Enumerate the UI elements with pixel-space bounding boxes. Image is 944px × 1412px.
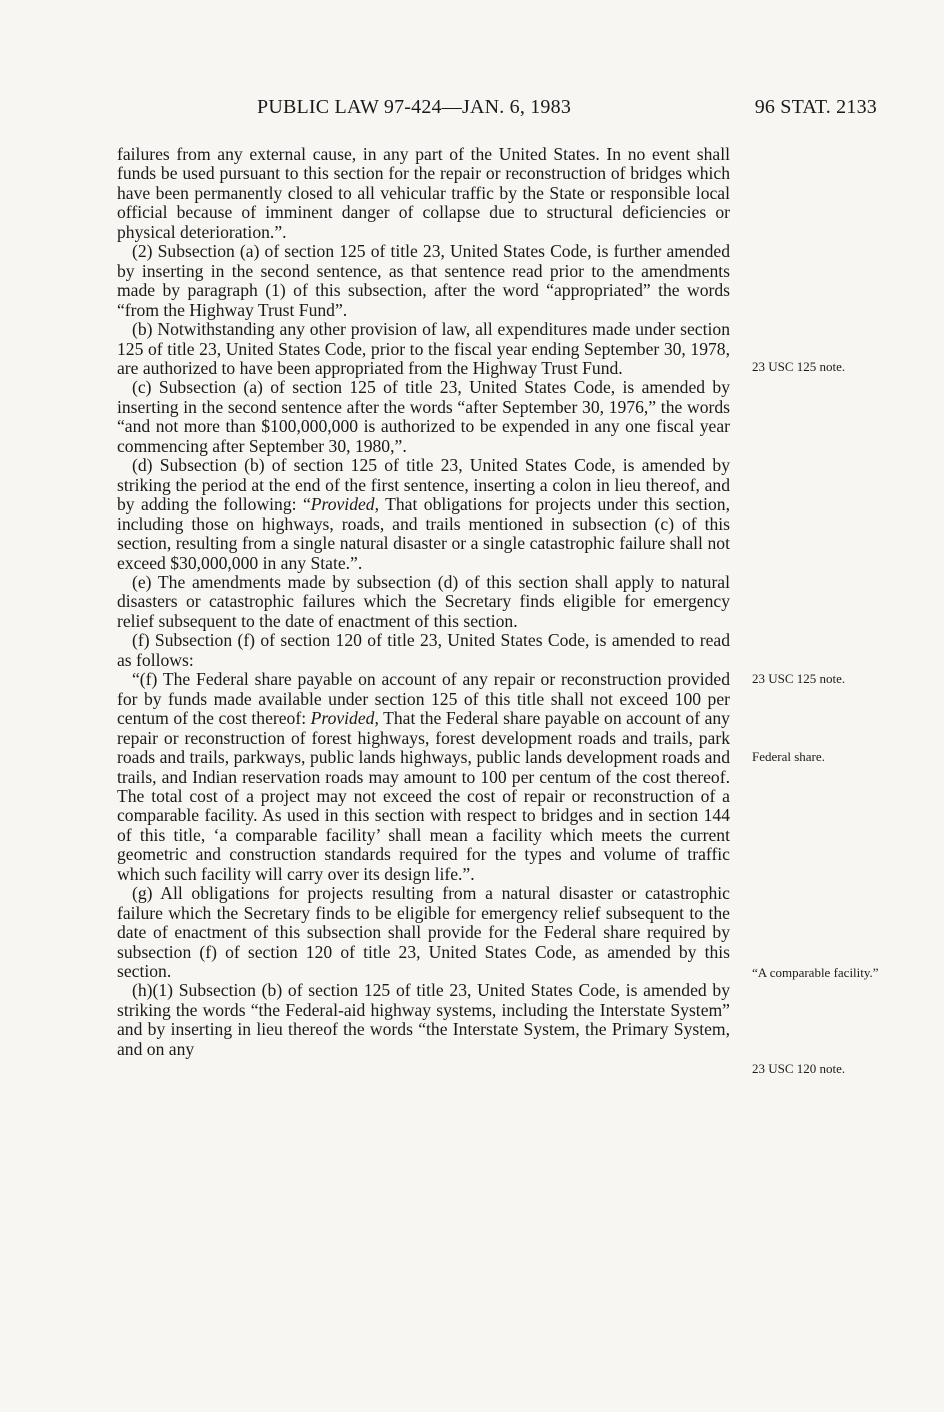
margin-note-usc-125: 23 USC 125 note. (752, 671, 846, 686)
page-header (117, 96, 877, 122)
body-text (117, 145, 730, 1059)
proviso-italic: Provided, (310, 708, 379, 729)
margin-note-federal-share: Federal share. (752, 749, 825, 764)
paragraph-c: (c) Subsection (a) of section 125 of title 23, United States Code, is amended by inserting in the second sentence after the words “after September 30, 1976,” the words “and not more than $100,000,000 is authorized to be expended in any one fiscal year commencing after September 30, 1980,”. (117, 377, 730, 456)
header-stat-citation: 96 STAT. 2133 (754, 96, 877, 118)
paragraph-h1: (h)(1) Subsection (b) of section 125 of title 23, United States Code, is amended by striking the words “the Federal-aid highway systems, including the Interstate System” and by inserting in lieu thereof the words “the Interstate System, the Primary System, and on any (117, 980, 730, 1059)
header-title: PUBLIC LAW 97-424—JAN. 6, 1983 (257, 96, 572, 118)
paragraph-e: (e) The amendments made by subsection (d) of this section shall apply to natural disasters or catastrophic failures which the Secretary finds eligible for emergency relief subsequent to the date of enactment of this section. (117, 571, 730, 631)
paragraph-f-quoted: “(f) The Federal share payable on account of any repair or reconstruction provided for by funds made available under section 125 of this title shall not exceed 100 per centum of the cost thereof: Provided, That the Federal share payable on account of any repair or reconstruction of forest highways, forest development roads and trails, park roads and trails, parkways, public lands highways, public lands development roads and trails, and Indian reservation roads may amount to 100 per centum of the cost thereof. The total cost of a project may not exceed the cost of repair or reconstruction of a comparable facility. As used in this section with respect to bridges and in section 144 of this title, ‘a comparable facility’ shall mean a facility which meets the current geometric and construction standards required for the types and volume of traffic which such facility will carry over its design life.”. (117, 669, 730, 884)
paragraph-d: (d) Subsection (b) of section 125 of title 23, United States Code, is amended by striking the period at the end of the first sentence, inserting a colon in lieu thereof, and by adding the following: “Provided, That obligations for projects under this section, including those on highways, roads, and trails mentioned in subsection (c) of this section, resulting from a single natural disaster or a single catastrophic failure shall not exceed $30,000,000 in any State.”. (117, 455, 730, 573)
margin-note-comparable-facility: “A comparable facility.” (752, 965, 879, 980)
proviso-italic: Provided, (310, 494, 380, 515)
paragraph-a2: (2) Subsection (a) of section 125 of title 23, United States Code, is further amended by inserting in the second sentence, as that sentence read prior to the amendments made by paragraph (1) of this subsection, after the word “appropriated” the words “from the Highway Trust Fund”. (117, 241, 730, 320)
paragraph-continuation: failures from any external cause, in any part of the United States. In no event shall funds be used pursuant to this section for the repair or reconstruction of bridges which have been permanently closed to all vehicular traffic by the State or responsible local official because of imminent danger of collapse due to structural deficiencies or physical deterioration.”. (117, 144, 730, 242)
margin-note-usc-120: 23 USC 120 note. (752, 1061, 846, 1076)
paragraph-f: (f) Subsection (f) of section 120 of title 23, United States Code, is amended to read as follows: (117, 630, 730, 670)
margin-note-usc-125: 23 USC 125 note. (752, 359, 846, 374)
paragraph-g: (g) All obligations for projects resulting from a natural disaster or catastrophic failure which the Secretary finds to be eligible for emergency relief subsequent to the date of enactment of this subsection shall provide for the Federal share required by subsection (f) of section 120 of title 23, United States Code, as amended by this section. (117, 883, 730, 982)
paragraph-b: (b) Notwithstanding any other provision of law, all expenditures made under section 125 of title 23, United States Code, prior to the fiscal year ending September 30, 1978, are authorized to have been appropriated from the Highway Trust Fund. (117, 319, 730, 378)
